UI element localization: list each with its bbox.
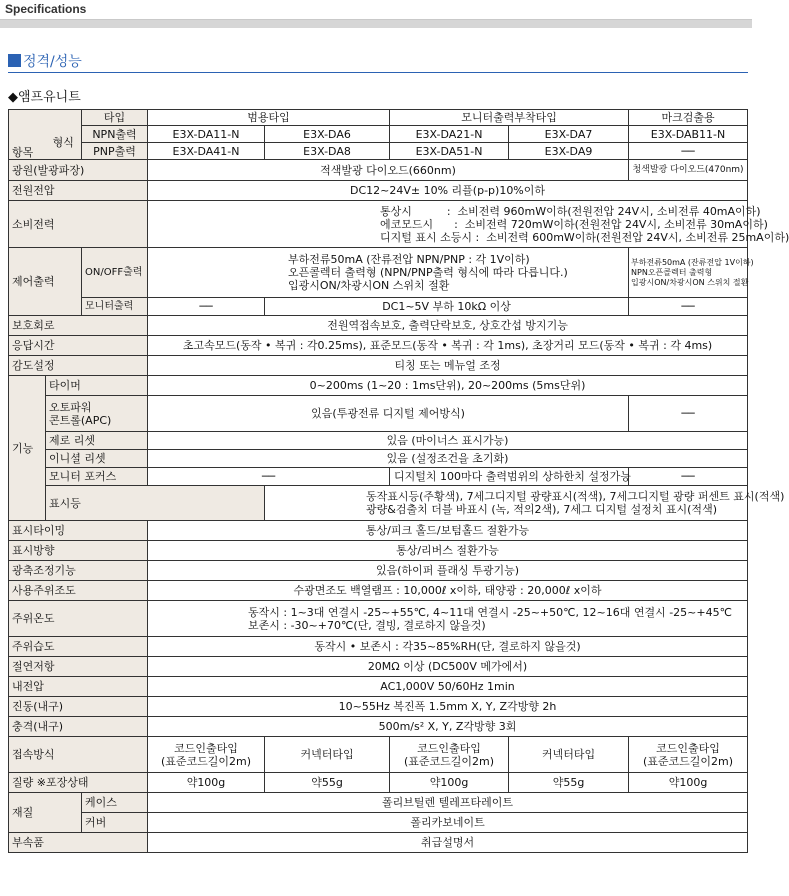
row-label-humidity: 주위습도 (9, 637, 148, 657)
dash-cell: ── (148, 298, 265, 316)
model-cell: E3X-DA21-N (390, 126, 509, 143)
timer-value: 0~200ms (1~20 : 1ms단위), 20~200ms (5ms단위) (148, 376, 748, 396)
row-label-form: 형식 (46, 126, 82, 160)
row-label-power: 소비전력 (9, 201, 148, 248)
row-label-temperature: 주위온도 (9, 601, 148, 637)
section-underline (8, 72, 748, 73)
cord-type-cell: 코드인출타입 (표준코드길이2m) (629, 737, 748, 773)
apc-value: 있음(투광전류 디지털 제어방식) (148, 396, 629, 432)
model-cell: E3X-DA9 (509, 143, 629, 160)
dash-cell: ── (629, 143, 748, 160)
row-label-illuminance: 사용주위조도 (9, 581, 148, 601)
connector-type-cell: 커넥터타입 (509, 737, 629, 773)
dash-cell: ── (148, 468, 390, 486)
case-value: 폴리브틸렌 텔레프타레이트 (148, 793, 748, 813)
timing-value: 통상/피크 홀드/보텀홀드 절환가능 (148, 521, 748, 541)
row-label-vibration: 진동(내구) (9, 697, 148, 717)
row-label-accessory: 부속품 (9, 833, 148, 853)
response-value: 초고속모드(동작 • 복귀 : 각0.25ms), 표준모드(동작 • 복귀 : 각 1ms), 초장거리 모드(동작 • 복귀 : 각 4ms) (148, 336, 748, 356)
subsection-title: ◆앰프유니트 (8, 90, 81, 105)
row-label-npn: NPN출력 (82, 126, 148, 143)
withstand-value: AC1,000V 50/60Hz 1min (148, 677, 748, 697)
row-label-sensitivity: 감도설정 (9, 356, 148, 376)
row-label-timer: 타이머 (46, 376, 148, 396)
row-label-connection: 접속방식 (9, 737, 148, 773)
model-cell: E3X-DA51-N (390, 143, 509, 160)
row-label-protect: 보호회로 (9, 316, 148, 336)
dash-cell: ── (629, 298, 748, 316)
model-cell: E3X-DAB11-N (629, 126, 748, 143)
insulation-value: 20MΩ 이상 (DC500V 메가에서) (148, 657, 748, 677)
row-label-cover: 커버 (82, 813, 148, 833)
direction-value: 통상/리버스 절환가능 (148, 541, 748, 561)
row-label-item: 항목 (9, 126, 46, 160)
protect-value: 전원역접속보호, 출력단락보호, 상호간섭 방지기능 (148, 316, 748, 336)
spec-table (8, 109, 789, 853)
row-label-weight: 질량 ※포장상태 (9, 773, 148, 793)
row-label-onoff: ON/OFF출력 (82, 248, 148, 298)
light-mark-value: 청색발광 다이오드(470nm) (629, 160, 748, 181)
onoff-mark-value: 부하전류50mA (잔류전압 1V이하) NPN오픈콜렉터 출력형 입광시ON/차광시ON 스위치 절환 (629, 248, 748, 298)
row-label-display: 표시등 (46, 486, 265, 521)
humidity-value: 동작시 • 보존시 : 각35~85%RH(단, 결로하지 않을것) (148, 637, 748, 657)
model-cell: E3X-DA7 (509, 126, 629, 143)
illuminance-value: 수광면조도 백열램프 : 10,000ℓ x이하, 태양광 : 20,000ℓ x이하 (148, 581, 748, 601)
monitor-out-value: DC1~5V 부하 10kΩ 이상 (265, 298, 629, 316)
weight-cell: 약100g (629, 773, 748, 793)
model-cell: E3X-DA6 (265, 126, 390, 143)
row-label-response: 응답시간 (9, 336, 148, 356)
row-label-initial-reset: 이니셜 리셋 (46, 450, 148, 468)
vibration-value: 10~55Hz 복진폭 1.5mm X, Y, Z각방향 2h (148, 697, 748, 717)
cord-type-cell: 코드인출타입 (표준코드길이2m) (148, 737, 265, 773)
zero-reset-value: 있음 (마이너스 표시가능) (148, 432, 748, 450)
row-label-apc: 오토파워 콘트롤(APC) (46, 396, 148, 432)
connector-type-cell: 커넥터타입 (265, 737, 390, 773)
row-label-material: 재질 (9, 793, 82, 833)
model-cell: E3X-DA8 (265, 143, 390, 160)
row-label-withstand: 내전압 (9, 677, 148, 697)
shock-value: 500m/s² X, Y, Z각방향 3회 (148, 717, 748, 737)
model-cell: E3X-DA11-N (148, 126, 265, 143)
onoff-value: 부하전류50mA (잔류전압 NPN/PNP : 각 1V이하) 오픈콜렉터 출력형 (NPN/PNP출력 형식에 따라 다릅니다.) 입광시ON/차광시ON 스위치 절환 (148, 248, 629, 298)
col-header-general: 범용타입 (148, 110, 390, 126)
row-label-zero-reset: 제로 리셋 (46, 432, 148, 450)
monitor-focus-value: 디지털치 100마다 출력범위의 상하한치 설정가능 (390, 468, 629, 486)
col-header-monitor: 모니터출력부착타입 (390, 110, 629, 126)
temperature-value: 동작시 : 1~3대 연결시 -25~+55℃, 4~11대 연결시 -25~+50℃, 12~16대 연결시 -25~+45℃ 보존시 : -30~+70℃(단, 결빙, 결로하지 않을것) (148, 601, 748, 637)
weight-cell: 약55g (509, 773, 629, 793)
row-label-insulation: 절연저항 (9, 657, 148, 677)
row-label-direction: 표시방향 (9, 541, 148, 561)
cover-value: 폴리카보네이트 (148, 813, 748, 833)
axis-adjust-value: 있음(하이퍼 플래싱 투광기능) (148, 561, 748, 581)
page-header-title: Specifications (5, 2, 87, 16)
light-value: 적색발광 다이오드(660nm) (148, 160, 629, 181)
model-cell: E3X-DA41-N (148, 143, 265, 160)
col-header-mark: 마크검출용 (629, 110, 748, 126)
row-label-timing: 표시타이밍 (9, 521, 148, 541)
row-label-monitor-focus: 모니터 포커스 (46, 468, 148, 486)
power-value: 통상시 : 소비전력 960mW이하(전원전압 24V시, 소비전류 40mA이하) 에코모드시 : 소비전력 720mW이하(전원전압 24V시, 소비전류 30mA이하) 디지털 표시 소등시 : 소비전력 600mW이하(전원전압 24V시, 소비전류 25mA이하) (148, 201, 748, 248)
weight-cell: 약100g (148, 773, 265, 793)
square-bullet-icon (8, 54, 21, 67)
top-bar (0, 0, 752, 20)
section-title-text: 정격/성능 (23, 54, 82, 70)
display-value: 동작표시등(주황색), 7세그디지털 광량표시(적색), 7세그디지털 광량 퍼센트 표시(적색) 광량&검출치 더블 바표시 (녹, 적의2색), 7세그 디지털 설정치 표시(적색) (265, 486, 748, 521)
voltage-value: DC12~24V± 10% 리플(p-p)10%이하 (148, 181, 748, 201)
row-label-shock: 충격(내구) (9, 717, 148, 737)
accessory-value: 취급설명서 (148, 833, 748, 853)
section-title (8, 51, 82, 71)
initial-reset-value: 있음 (설정조건을 초기화) (148, 450, 748, 468)
sensitivity-value: 티칭 또는 메뉴얼 조정 (148, 356, 748, 376)
row-label-function: 기능 (9, 376, 46, 521)
row-label-control: 제어출력 (9, 248, 82, 316)
row-label-case: 케이스 (82, 793, 148, 813)
cord-type-cell: 코드인출타입 (표준코드길이2m) (390, 737, 509, 773)
row-label-monitor-out: 모니터출력 (82, 298, 148, 316)
weight-cell: 약100g (390, 773, 509, 793)
weight-cell: 약55g (265, 773, 390, 793)
dash-cell: ── (629, 468, 748, 486)
col-header-type: 타입 (82, 110, 148, 126)
row-label-light: 광원(발광파장) (9, 160, 148, 181)
row-label-pnp: PNP출력 (82, 143, 148, 160)
row-label-axis-adjust: 광축조정기능 (9, 561, 148, 581)
dash-cell: ── (629, 396, 748, 432)
row-label-voltage: 전원전압 (9, 181, 148, 201)
header-divider (0, 20, 752, 28)
